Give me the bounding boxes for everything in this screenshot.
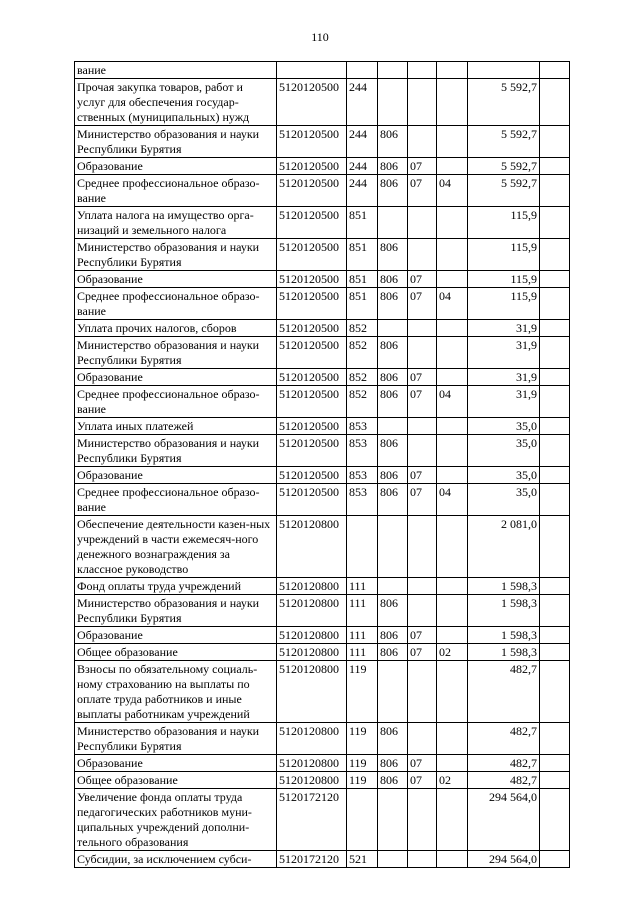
cell-expense-type: 111 [347,644,378,661]
cell-name: Прочая закупка товаров, работ и услуг для обеспечения государ-ственных (муниципальных) нужд [75,79,277,126]
cell-empty [540,627,570,644]
cell-ministry-code: 806 [378,484,408,516]
cell-amount: 35,0 [468,467,540,484]
cell-target-article: 5120120800 [277,516,347,578]
cell-name: Субсидии, за исключением субси- [75,851,277,868]
cell-ministry-code: 806 [378,627,408,644]
cell-ministry-code: 806 [378,158,408,175]
cell-expense-type: 244 [347,158,378,175]
cell-ministry-code: 806 [378,755,408,772]
cell-target-article [277,62,347,79]
cell-section: 07 [408,755,437,772]
cell-name: Фонд оплаты труда учреждений [75,578,277,595]
cell-empty [540,755,570,772]
cell-expense-type [347,516,378,578]
cell-amount: 35,0 [468,435,540,467]
cell-ministry-code: 806 [378,288,408,320]
table-row [75,418,570,435]
cell-subsection [437,595,468,627]
cell-section: 07 [408,175,437,207]
cell-target-article: 5120120500 [277,418,347,435]
cell-target-article: 5120120500 [277,239,347,271]
cell-section [408,418,437,435]
cell-name: Министерство образования и науки Республики Бурятия [75,239,277,271]
cell-section [408,126,437,158]
cell-name: Обеспечение деятельности казен-ных учреждений в части ежемесяч-ного денежного вознаграждения за классное руководство [75,516,277,578]
cell-target-article: 5120120800 [277,578,347,595]
cell-target-article: 5120120800 [277,595,347,627]
cell-expense-type [347,789,378,851]
cell-subsection [437,789,468,851]
cell-amount: 482,7 [468,772,540,789]
cell-ministry-code [378,661,408,723]
cell-amount: 294 564,0 [468,789,540,851]
cell-name: Увеличение фонда оплаты труда педагогических работников муни-ципальных учреждений дополни-тельного образования [75,789,277,851]
cell-empty [540,467,570,484]
cell-subsection [437,851,468,868]
cell-section [408,723,437,755]
cell-empty [540,851,570,868]
cell-target-article: 5120120800 [277,627,347,644]
cell-name: Образование [75,369,277,386]
table-row [75,369,570,386]
cell-section [408,79,437,126]
cell-expense-type: 852 [347,320,378,337]
cell-expense-type: 852 [347,386,378,418]
cell-amount: 5 592,7 [468,175,540,207]
cell-empty [540,62,570,79]
table-row [75,578,570,595]
cell-amount: 1 598,3 [468,578,540,595]
cell-ministry-code [378,79,408,126]
cell-name: Взносы по обязательному социаль-ному страхованию на выплаты по оплате труда работников и иные выплаты работникам учреждений [75,661,277,723]
cell-section: 07 [408,627,437,644]
cell-name: Министерство образования и науки Республики Бурятия [75,435,277,467]
cell-empty [540,644,570,661]
cell-expense-type: 111 [347,578,378,595]
cell-amount: 35,0 [468,418,540,435]
cell-section: 07 [408,271,437,288]
table-row [75,320,570,337]
cell-name: Министерство образования и науки Республики Бурятия [75,595,277,627]
cell-expense-type: 244 [347,79,378,126]
table-row [75,772,570,789]
cell-subsection [437,320,468,337]
cell-target-article: 5120120500 [277,79,347,126]
cell-section [408,435,437,467]
cell-section [408,62,437,79]
table-row [75,435,570,467]
cell-empty [540,435,570,467]
cell-subsection: 04 [437,386,468,418]
cell-subsection [437,516,468,578]
table-row [75,627,570,644]
cell-name: Образование [75,158,277,175]
cell-ministry-code: 806 [378,271,408,288]
cell-subsection [437,158,468,175]
table-row [75,62,570,79]
cell-name: Уплата иных платежей [75,418,277,435]
cell-empty [540,369,570,386]
cell-section [408,320,437,337]
cell-empty [540,516,570,578]
table-row [75,288,570,320]
cell-amount: 294 564,0 [468,851,540,868]
cell-subsection: 04 [437,288,468,320]
cell-amount: 1 598,3 [468,627,540,644]
cell-section [408,789,437,851]
table-row [75,386,570,418]
cell-target-article: 5120120800 [277,723,347,755]
cell-section: 07 [408,644,437,661]
cell-ministry-code [378,578,408,595]
cell-subsection [437,271,468,288]
table-row [75,851,570,868]
cell-target-article: 5120172120 [277,789,347,851]
cell-amount: 1 598,3 [468,595,540,627]
cell-ministry-code [378,789,408,851]
cell-section [408,578,437,595]
cell-section: 07 [408,467,437,484]
page-number: 110 [311,30,329,44]
table-row [75,79,570,126]
cell-expense-type: 851 [347,288,378,320]
cell-amount: 482,7 [468,661,540,723]
cell-name: Министерство образования и науки Республики Бурятия [75,723,277,755]
cell-section: 07 [408,158,437,175]
table-row [75,755,570,772]
table-row [75,595,570,627]
cell-name: Министерство образования и науки Республики Бурятия [75,337,277,369]
cell-ministry-code: 806 [378,175,408,207]
cell-subsection [437,723,468,755]
table-row [75,484,570,516]
cell-name: Образование [75,755,277,772]
cell-name: Уплата налога на имущество орга-низаций и земельного налога [75,207,277,239]
cell-empty [540,418,570,435]
cell-amount: 31,9 [468,337,540,369]
table-row [75,337,570,369]
cell-empty [540,207,570,239]
cell-expense-type: 851 [347,207,378,239]
cell-subsection [437,755,468,772]
cell-target-article: 5120172120 [277,851,347,868]
cell-amount: 31,9 [468,386,540,418]
cell-expense-type: 119 [347,755,378,772]
cell-subsection: 04 [437,175,468,207]
cell-ministry-code: 806 [378,369,408,386]
cell-target-article: 5120120500 [277,126,347,158]
cell-target-article: 5120120500 [277,484,347,516]
cell-expense-type: 853 [347,467,378,484]
table-row [75,516,570,578]
cell-empty [540,386,570,418]
cell-ministry-code: 806 [378,126,408,158]
cell-name: Образование [75,271,277,288]
cell-target-article: 5120120500 [277,369,347,386]
cell-subsection [437,126,468,158]
cell-ministry-code: 806 [378,644,408,661]
cell-section: 07 [408,369,437,386]
cell-target-article: 5120120500 [277,386,347,418]
table-row [75,467,570,484]
cell-expense-type: 119 [347,772,378,789]
cell-ministry-code: 806 [378,239,408,271]
cell-subsection: 02 [437,772,468,789]
cell-name: вание [75,62,277,79]
cell-ministry-code: 806 [378,435,408,467]
cell-target-article: 5120120500 [277,207,347,239]
cell-subsection [437,337,468,369]
cell-section [408,851,437,868]
cell-subsection [437,578,468,595]
cell-expense-type: 119 [347,661,378,723]
cell-target-article: 5120120500 [277,175,347,207]
cell-section: 07 [408,386,437,418]
cell-name: Министерство образования и науки Республики Бурятия [75,126,277,158]
cell-ministry-code: 806 [378,337,408,369]
table-row [75,271,570,288]
cell-subsection: 04 [437,484,468,516]
cell-name: Среднее профессиональное образо-вание [75,288,277,320]
cell-expense-type: 244 [347,175,378,207]
cell-target-article: 5120120500 [277,158,347,175]
cell-empty [540,595,570,627]
cell-amount: 31,9 [468,369,540,386]
cell-expense-type: 851 [347,271,378,288]
cell-target-article: 5120120500 [277,320,347,337]
cell-subsection [437,239,468,271]
table-row [75,644,570,661]
cell-empty [540,158,570,175]
cell-ministry-code [378,62,408,79]
cell-ministry-code: 806 [378,467,408,484]
cell-expense-type: 851 [347,239,378,271]
cell-expense-type: 111 [347,627,378,644]
cell-empty [540,79,570,126]
cell-expense-type: 119 [347,723,378,755]
cell-section [408,661,437,723]
cell-empty [540,772,570,789]
cell-empty [540,789,570,851]
cell-empty [540,126,570,158]
cell-expense-type: 244 [347,126,378,158]
cell-amount: 115,9 [468,207,540,239]
cell-subsection: 02 [437,644,468,661]
cell-empty [540,271,570,288]
cell-amount: 482,7 [468,723,540,755]
cell-name: Образование [75,627,277,644]
cell-section: 07 [408,288,437,320]
cell-amount [468,62,540,79]
cell-amount: 115,9 [468,288,540,320]
cell-expense-type: 853 [347,484,378,516]
cell-expense-type: 521 [347,851,378,868]
cell-section [408,516,437,578]
cell-name: Общее образование [75,644,277,661]
cell-empty [540,239,570,271]
cell-ministry-code: 806 [378,723,408,755]
cell-subsection [437,79,468,126]
cell-amount: 482,7 [468,755,540,772]
cell-ministry-code: 806 [378,772,408,789]
cell-subsection [437,435,468,467]
cell-amount: 35,0 [468,484,540,516]
cell-expense-type: 853 [347,435,378,467]
cell-ministry-code [378,418,408,435]
cell-target-article: 5120120800 [277,644,347,661]
cell-section [408,207,437,239]
cell-empty [540,661,570,723]
cell-section [408,239,437,271]
cell-amount: 5 592,7 [468,158,540,175]
cell-name: Среднее профессиональное образо-вание [75,386,277,418]
cell-amount: 115,9 [468,271,540,288]
table-row [75,207,570,239]
cell-expense-type: 852 [347,369,378,386]
cell-target-article: 5120120500 [277,271,347,288]
cell-subsection [437,62,468,79]
cell-subsection [437,467,468,484]
cell-empty [540,484,570,516]
cell-subsection [437,418,468,435]
cell-name: Общее образование [75,772,277,789]
cell-name: Образование [75,467,277,484]
table-row [75,239,570,271]
cell-amount: 1 598,3 [468,644,540,661]
cell-section: 07 [408,772,437,789]
cell-empty [540,288,570,320]
table-row [75,175,570,207]
cell-amount: 115,9 [468,239,540,271]
table-body [75,62,570,868]
table-row [75,661,570,723]
cell-subsection [437,369,468,386]
cell-expense-type: 111 [347,595,378,627]
table-row [75,126,570,158]
cell-expense-type: 852 [347,337,378,369]
cell-ministry-code [378,320,408,337]
table-row [75,158,570,175]
cell-target-article: 5120120500 [277,435,347,467]
cell-ministry-code [378,851,408,868]
table-row [75,789,570,851]
cell-amount: 31,9 [468,320,540,337]
cell-name: Среднее профессиональное образо-вание [75,484,277,516]
cell-amount: 2 081,0 [468,516,540,578]
cell-amount: 5 592,7 [468,126,540,158]
cell-subsection [437,661,468,723]
cell-target-article: 5120120800 [277,755,347,772]
cell-target-article: 5120120800 [277,661,347,723]
cell-ministry-code [378,516,408,578]
cell-subsection [437,627,468,644]
budget-table [74,61,570,868]
cell-empty [540,320,570,337]
cell-ministry-code [378,207,408,239]
cell-empty [540,175,570,207]
cell-ministry-code: 806 [378,386,408,418]
cell-section: 07 [408,484,437,516]
cell-expense-type: 853 [347,418,378,435]
cell-empty [540,723,570,755]
cell-target-article: 5120120500 [277,467,347,484]
cell-amount: 5 592,7 [468,79,540,126]
cell-target-article: 5120120500 [277,337,347,369]
cell-name: Среднее профессиональное образо-вание [75,175,277,207]
cell-name: Уплата прочих налогов, сборов [75,320,277,337]
cell-ministry-code: 806 [378,595,408,627]
cell-target-article: 5120120800 [277,772,347,789]
cell-expense-type [347,62,378,79]
cell-section [408,595,437,627]
table-row [75,723,570,755]
cell-empty [540,578,570,595]
cell-section [408,337,437,369]
cell-target-article: 5120120500 [277,288,347,320]
cell-empty [540,337,570,369]
cell-subsection [437,207,468,239]
